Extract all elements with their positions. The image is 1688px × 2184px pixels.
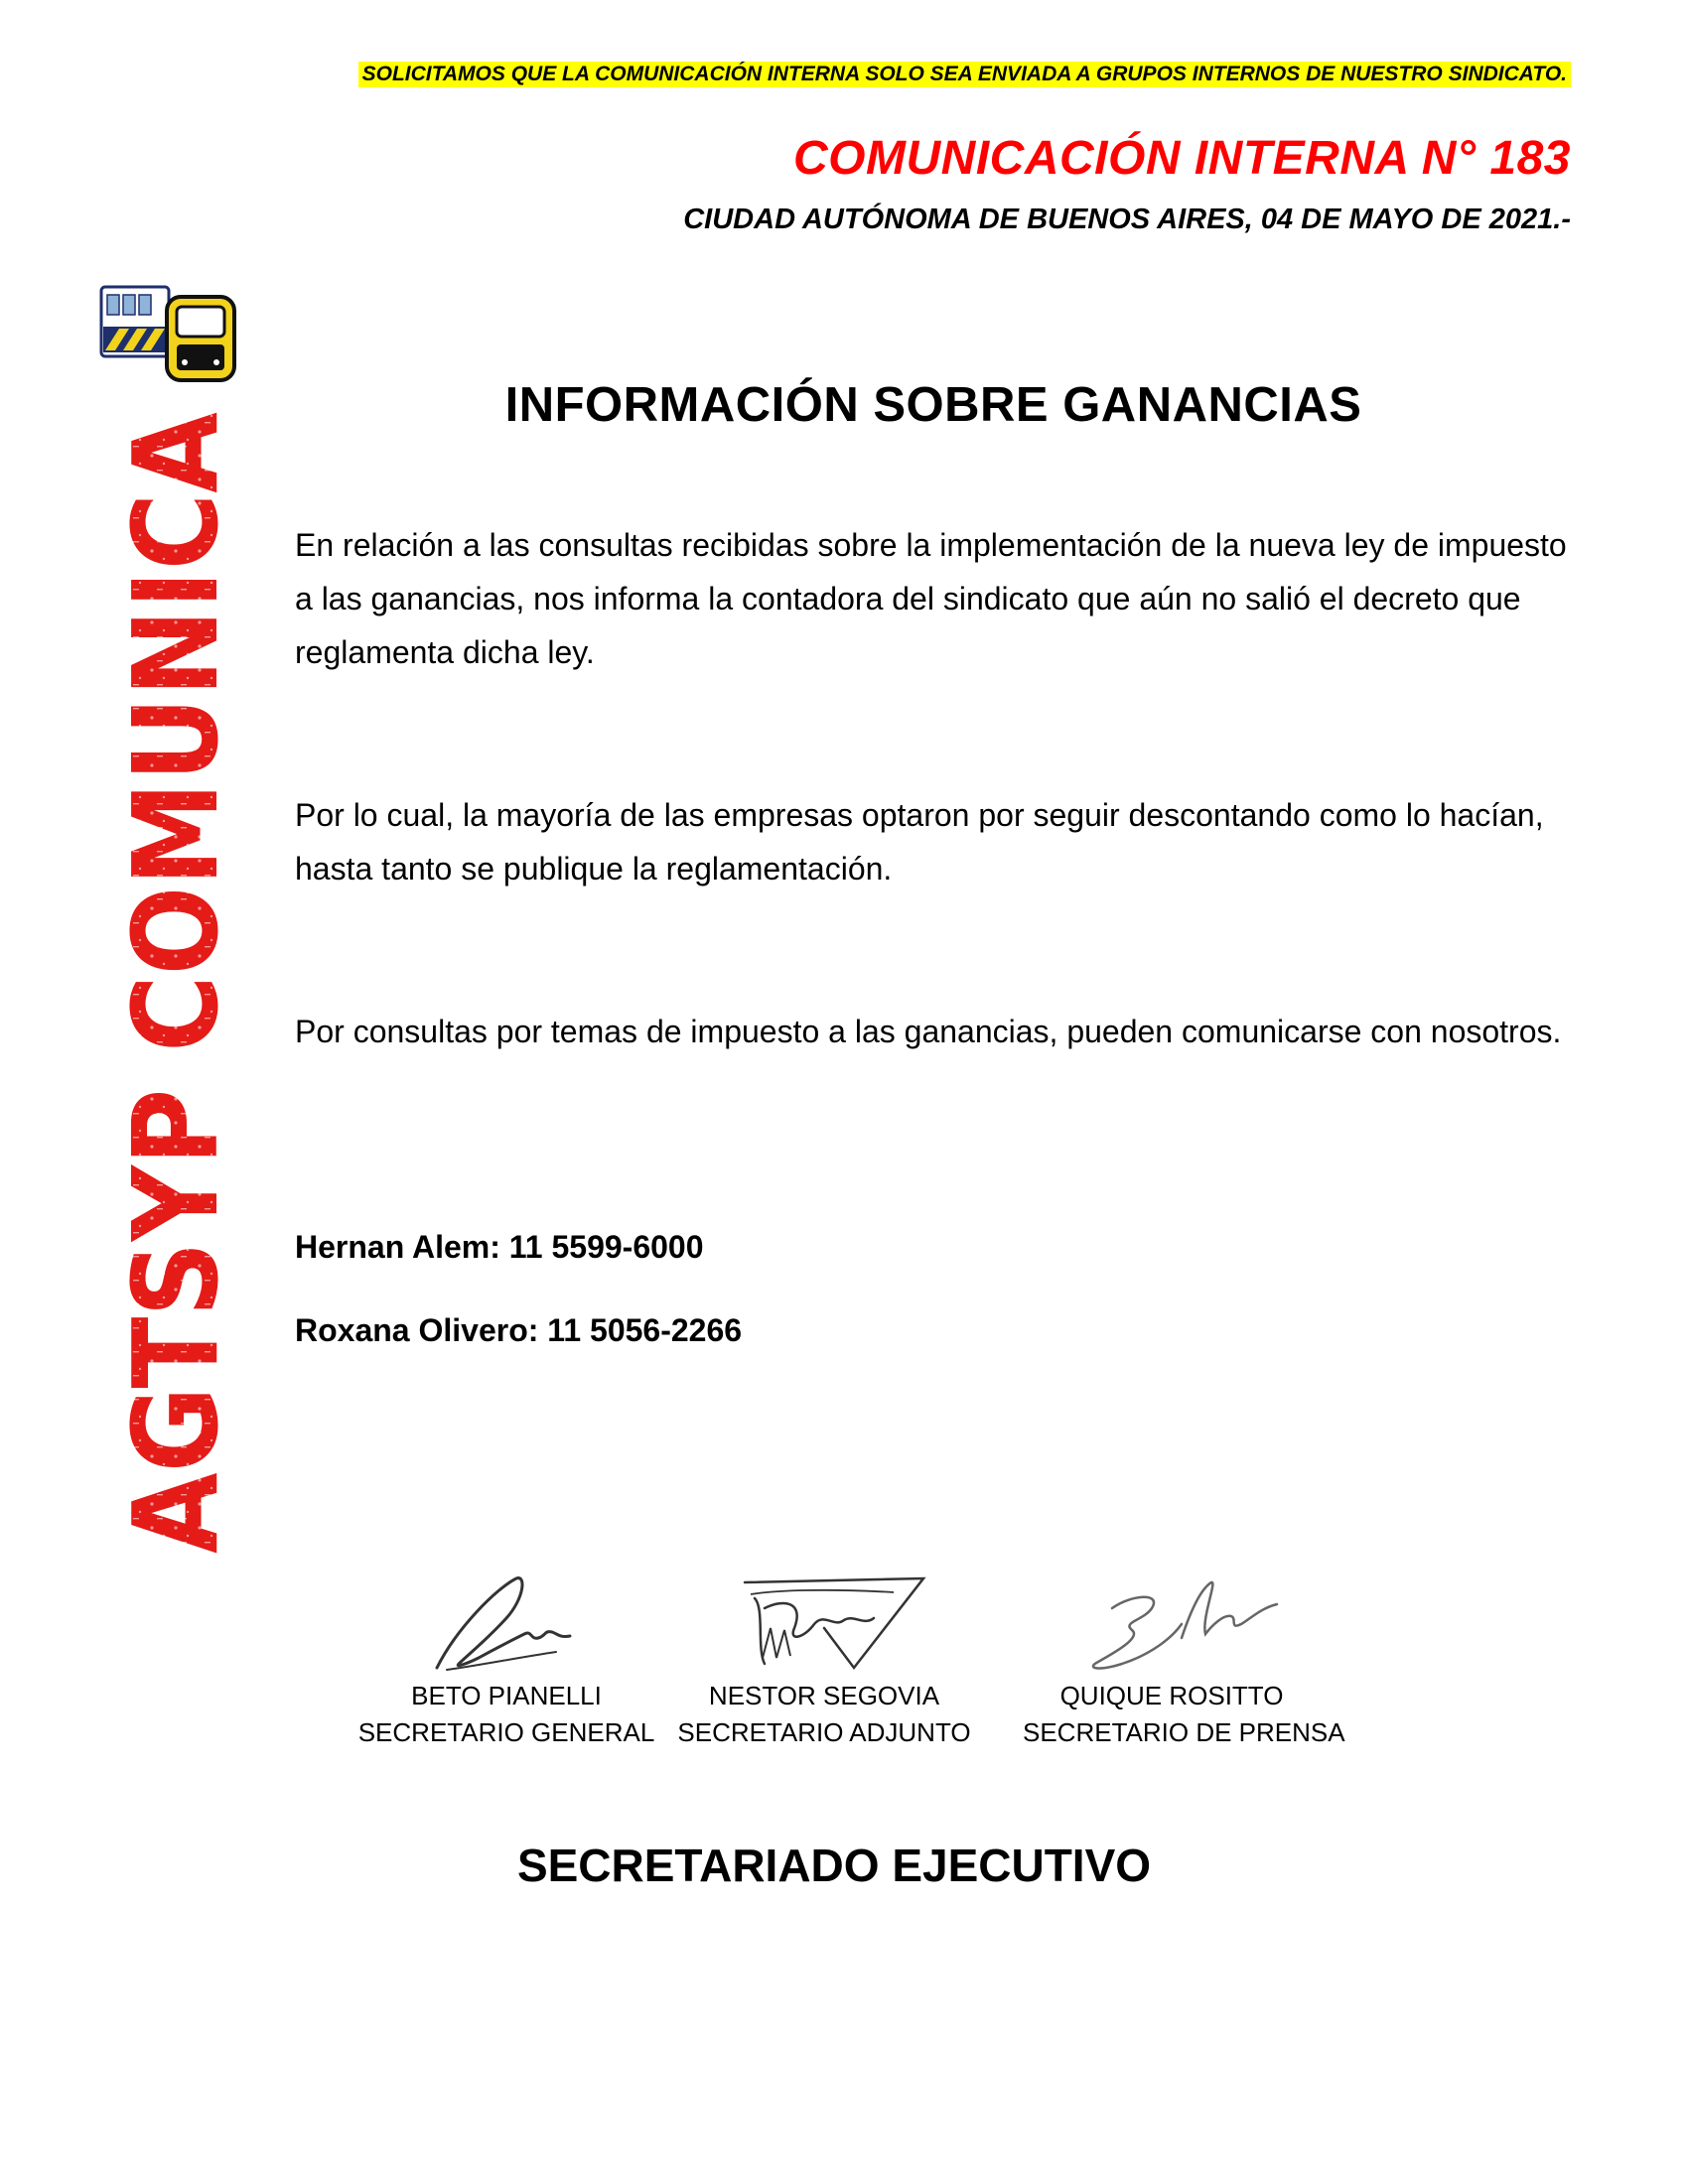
contact-roxana-olivero: Roxana Olivero: 11 5056-2266 bbox=[295, 1312, 743, 1348]
signatory-2 bbox=[675, 1569, 973, 1751]
signatory-2-role: SECRETARIO ADJUNTO bbox=[677, 1717, 971, 1747]
document-heading: INFORMACIÓN SOBRE GANANCIAS bbox=[504, 378, 1362, 432]
communication-title: COMUNICACIÓN INTERNA N° 183 bbox=[793, 132, 1571, 185]
bus-train-icon bbox=[99, 283, 238, 382]
paragraph-3: Por consultas por temas de impuesto a las ganancias, pueden comunicarse con nosotros. bbox=[295, 1014, 1562, 1049]
signatory-1-name: BETO PIANELLI bbox=[411, 1681, 602, 1710]
signature-3 bbox=[1053, 1569, 1291, 1678]
vertical-brand-text bbox=[99, 402, 248, 1559]
signatory-1 bbox=[357, 1569, 655, 1751]
footer-signature-title: SECRETARIADO EJECUTIVO bbox=[516, 1840, 1152, 1891]
signature-2 bbox=[705, 1569, 943, 1678]
signatory-3-name: QUIQUE ROSITTO bbox=[1059, 1681, 1284, 1710]
paragraph-1: En relación a las consultas recibidas sobre la implementación de la nueva ley de impuesto a las ganancias, nos informa la contadora del sindicato que aún no salió el decreto que reglamenta dicha ley. bbox=[295, 527, 1567, 670]
location-date: CIUDAD AUTÓNOMA DE BUENOS AIRES, 04 DE MAYO DE 2021.- bbox=[683, 204, 1571, 235]
signatory-2-name: NESTOR SEGOVIA bbox=[708, 1681, 940, 1710]
paragraph-2: Por lo cual, la mayoría de las empresas optaron por seguir descontando como lo hacían, hasta tanto se publique la reglamentación. bbox=[295, 797, 1544, 887]
notice-banner: SOLICITAMOS QUE LA COMUNICACIÓN INTERNA SOLO SEA ENVIADA A GRUPOS INTERNOS DE NUESTRO SINDICATO. bbox=[358, 62, 1571, 87]
signatory-3 bbox=[1023, 1569, 1345, 1751]
signatory-3-role: SECRETARIO DE PRENSA bbox=[1023, 1717, 1345, 1747]
contact-hernan-alem: Hernan Alem: 11 5599-6000 bbox=[295, 1229, 704, 1265]
signatory-1-role: SECRETARIO GENERAL bbox=[357, 1717, 655, 1747]
agtsyp-logo bbox=[99, 283, 248, 1559]
signature-1 bbox=[407, 1569, 606, 1678]
